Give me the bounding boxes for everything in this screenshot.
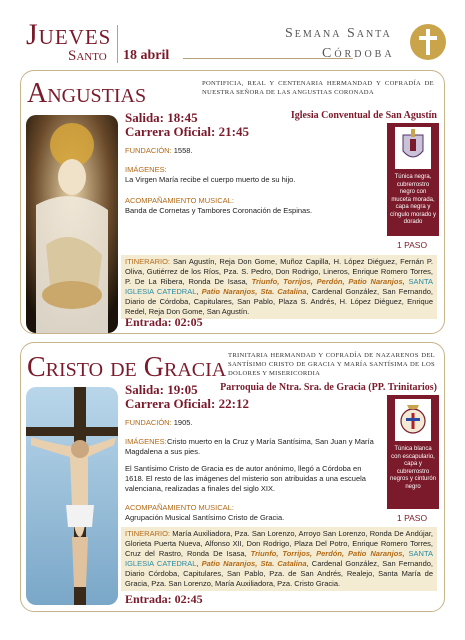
paso-count: 1 PASO <box>397 513 428 523</box>
carrera-oficial-time: Carrera Oficial: 22:12 <box>125 396 249 411</box>
cross-logo-icon <box>410 24 446 60</box>
church-name: Parroquia de Ntra. Sra. de Gracia (PP. Trinitarios) <box>220 382 437 393</box>
brotherhood-title: Cristo de Gracia <box>27 352 227 383</box>
brotherhood-subtitle: PONTIFICIA, REAL Y CENTENARIA HERMANDAD Y COFRADÍA DE NUESTRA SEÑORA DE LAS ANGUSTIAS CORONADA <box>202 80 434 96</box>
page-header <box>0 0 465 70</box>
header-divider <box>117 25 118 63</box>
salida-time: Salida: 18:45 <box>125 110 198 125</box>
entrada-time: Entrada: 02:05 <box>125 315 203 329</box>
habit-description <box>387 395 439 509</box>
itinerario-block: ITINERARIO: María Auxiliadora, Pza. San Lorenzo, Arroyo San Lorenzo, Ronda De Andújar, Glorieta Puerta Nueva, Alfonso XII, Don Rodrigo, Plaza Del Potro, Enrique Romero Torres, Cruz del Rastro, Ronda De Isasa, Triunfo, Torrijos, Perdón, Patio Naranjos, SANTA IGLESIA CATEDRAL, Patio Naranjos, Sta. Catalina, Cardenal González, San Fernando, Diario Córdoba, Capitulares, San Pablo, Pza. de San Andrés, Realejo, Santa María de Gracia, Pza. San Lorenzo, María Auxiliadora, Pza. Cristo Gracia. <box>121 527 437 591</box>
imagenes-text: Cristo muerto en la Cruz y María Santísima, San Juan y María Magdalena a sus pies. <box>125 437 374 456</box>
brand-line-2: Córdoba <box>322 46 395 61</box>
habit-text: Túnica blanca con escapulario, capa y cubrerrostro negros y cinturón negro <box>389 446 437 490</box>
itinerario-label: ITINERARIO: <box>125 257 171 266</box>
brotherhood-shield-icon <box>395 127 431 169</box>
habit-text: Túnica negra, cubrerrostro negro con muceta morada, capa negra y cíngulo morado y dorado <box>389 174 437 225</box>
imagenes-text: La Virgen María recibe el cuerpo muerto de su hijo. <box>125 175 296 184</box>
musica-text: Banda de Cornetas y Tambores Coronación de Espinas. <box>125 206 313 215</box>
day-subtitle: Santo <box>68 48 107 64</box>
church-name: Iglesia Conventual de San Agustín <box>290 110 437 121</box>
brotherhood-card-cristo-de-gracia <box>20 342 445 612</box>
paso-count: 1 PASO <box>397 240 428 250</box>
musica-label: ACOMPAÑAMIENTO MUSICAL: <box>125 196 234 205</box>
carrera-oficial-time: Carrera Oficial: 21:45 <box>125 124 249 139</box>
imagenes-label: IMÁGENES: <box>125 165 167 174</box>
virgin-photo <box>26 115 118 333</box>
habit-description <box>387 123 439 236</box>
date-label: 18 abril <box>123 48 170 63</box>
brotherhood-title: Angustias <box>27 78 147 109</box>
salida-time: Salida: 19:05 <box>125 382 198 397</box>
image-history-text: El Santísimo Cristo de Gracia es de autor anónimo, llegó a Córdoba en 1618. El resto de las imágenes del misterio son atribuidas a una escuela valenciana, realizadas a finales del siglo XIX. <box>125 464 366 493</box>
day-title: Jueves <box>26 18 112 51</box>
brand-line-1: Semana Santa <box>285 26 392 41</box>
itinerario-block: ITINERARIO: San Agustín, Reja Don Gome, Muñoz Capilla, H. López Diéguez, Fernán P. Oliva, Gutiérrez de los Ríos, Pza. S. Pedro, Don Rodrigo, Lineros, Enrique Romero Torres, P. De La Ribera, Ronda De Isasa, Triunfo, Torrijos, Perdón, Patio Naranjos, SANTA IGLESIA CATEDRAL, Patio Naranjos, Sta. Catalina, Cardenal González, San Fernando, Diario de Córdoba, Capitulares, San Pablo, Plaza S. Andrés, H. López Diéguez, Enrique Redel, Reja Don Gome, San Agustín. <box>121 255 437 319</box>
fundacion-label: FUNDACIÓN: 1905. <box>125 418 193 427</box>
imagenes-label: IMÁGENES: <box>125 437 167 446</box>
entrada-time: Entrada: 02:45 <box>125 592 203 606</box>
musica-text: Agrupación Musical Santísimo Cristo de Gracia. <box>125 513 285 522</box>
brotherhood-card-angustias <box>20 70 445 334</box>
crucifix-photo <box>26 387 118 605</box>
itinerario-label: ITINERARIO: <box>125 529 171 538</box>
brotherhood-subtitle: TRINITARIA HERMANDAD Y COFRADÍA DE NAZARENOS DEL SANTÍSIMO CRISTO DE GRACIA Y MARÍA SANTÍSIMA DE LOS DOLORES Y MISERICORDIA <box>228 352 435 377</box>
brotherhood-shield-icon <box>395 399 431 441</box>
musica-label: ACOMPAÑAMIENTO MUSICAL: <box>125 503 234 512</box>
fundacion-label: FUNDACIÓN: 1558. <box>125 146 193 155</box>
